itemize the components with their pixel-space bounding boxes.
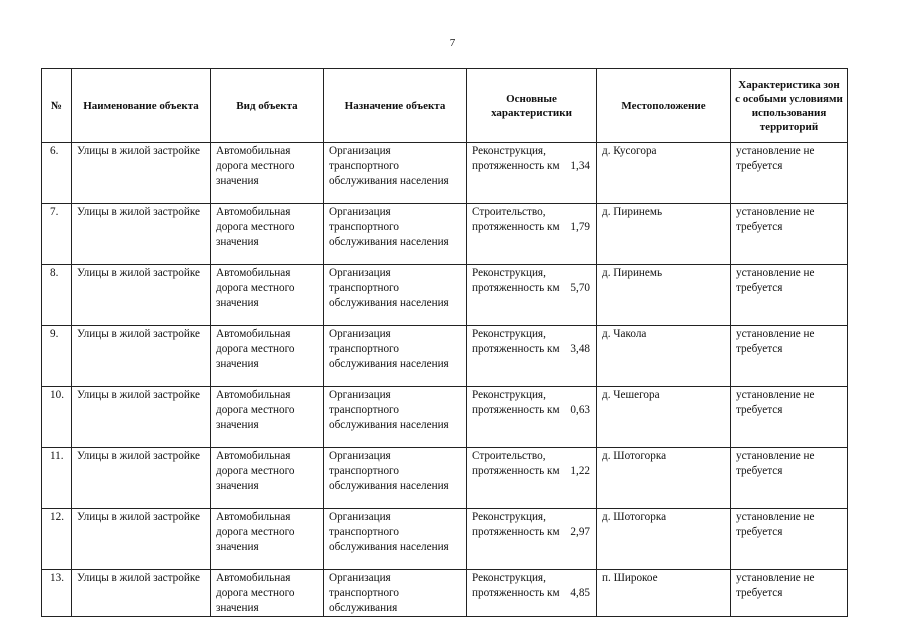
table-row [42, 326, 848, 387]
row-kind [211, 570, 324, 617]
row-name [72, 265, 211, 326]
row-purpose-text: Организация транспортного обслуживания населения [329, 450, 449, 492]
header-name: Наименование объекта [72, 69, 211, 143]
row-number-text: 10. [50, 389, 64, 401]
row-zone-text: установление не требуется [736, 511, 815, 538]
row-location-text: д. Кусогора [602, 145, 657, 157]
row-length-value: 5,70 [570, 282, 590, 294]
row-characteristic-text: Реконструкция, протяженность км [472, 572, 560, 599]
row-length-value: 3,48 [570, 343, 590, 355]
row-characteristic [467, 387, 597, 448]
row-location-text: п. Широкое [602, 572, 658, 584]
row-name-text: Улицы в жилой застройке [77, 145, 200, 157]
row-length-value: 4,85 [570, 587, 590, 599]
row-characteristic [467, 265, 597, 326]
row-name-text: Улицы в жилой застройке [77, 389, 200, 401]
row-number [42, 265, 72, 326]
row-kind-text: Автомобильная дорога местного значения [216, 511, 295, 553]
row-location [597, 387, 731, 448]
row-name [72, 448, 211, 509]
row-number [42, 509, 72, 570]
row-name [72, 387, 211, 448]
row-name [72, 509, 211, 570]
row-number [42, 326, 72, 387]
row-zone-text: установление не требуется [736, 389, 815, 416]
row-characteristic [467, 143, 597, 204]
row-number-text: 9. [50, 328, 59, 340]
row-number [42, 204, 72, 265]
row-purpose-text: Организация транспортного обслуживания населения [329, 511, 449, 553]
row-number [42, 143, 72, 204]
row-zone-text: установление не требуется [736, 328, 815, 355]
row-number [42, 387, 72, 448]
row-name-text: Улицы в жилой застройке [77, 328, 200, 340]
row-kind [211, 265, 324, 326]
row-characteristic-text: Реконструкция, протяженность км [472, 389, 560, 416]
row-kind-text: Автомобильная дорога местного значения [216, 450, 295, 492]
header-characteristics: Основные характеристики [467, 69, 597, 143]
row-kind [211, 326, 324, 387]
row-kind [211, 448, 324, 509]
row-kind-text: Автомобильная дорога местного значения [216, 206, 295, 248]
row-characteristic [467, 326, 597, 387]
table-row [42, 204, 848, 265]
row-location-text: д. Чешегора [602, 389, 660, 401]
header-location: Местоположение [597, 69, 731, 143]
row-name [72, 570, 211, 617]
header-purpose: Назначение объекта [324, 69, 467, 143]
row-location-text: д. Пиринемь [602, 267, 663, 279]
row-location [597, 509, 731, 570]
row-purpose-text: Организация транспортного обслуживания населения [329, 206, 449, 248]
table-row [42, 509, 848, 570]
header-number: № [42, 69, 72, 143]
row-number-text: 13. [50, 572, 64, 584]
row-characteristic [467, 204, 597, 265]
row-number [42, 570, 72, 617]
row-number-text: 6. [50, 145, 59, 157]
row-kind-text: Автомобильная дорога местного значения [216, 328, 295, 370]
row-location-text: д. Шотогорка [602, 450, 667, 462]
row-purpose [324, 509, 467, 570]
row-number [42, 448, 72, 509]
row-name [72, 326, 211, 387]
row-location [597, 448, 731, 509]
row-zone-text: установление не требуется [736, 450, 815, 477]
page-number: 7 [449, 37, 456, 49]
row-zone [731, 204, 848, 265]
row-purpose [324, 204, 467, 265]
row-zone-text: установление не требуется [736, 145, 815, 172]
row-zone-text: установление не требуется [736, 267, 815, 294]
table-row [42, 448, 848, 509]
row-name-text: Улицы в жилой застройке [77, 206, 200, 218]
row-length-value: 0,63 [570, 404, 590, 416]
row-name [72, 143, 211, 204]
row-characteristic-text: Строительство, протяженность км [472, 450, 560, 477]
row-zone-text: установление не требуется [736, 206, 815, 233]
row-purpose [324, 265, 467, 326]
row-name [72, 204, 211, 265]
row-purpose-text: Организация транспортного обслуживания населения [329, 389, 449, 431]
row-number-text: 8. [50, 267, 59, 279]
row-length-value: 1,34 [570, 160, 590, 172]
row-zone [731, 448, 848, 509]
row-number-text: 7. [50, 206, 59, 218]
row-number-text: 12. [50, 511, 64, 523]
row-kind [211, 509, 324, 570]
row-characteristic [467, 570, 597, 617]
row-name-text: Улицы в жилой застройке [77, 572, 200, 584]
row-purpose-text: Организация транспортного обслуживания населения [329, 267, 449, 309]
row-zone-text: установление не требуется [736, 572, 815, 599]
row-number-text: 11. [50, 450, 64, 462]
row-zone [731, 387, 848, 448]
row-purpose-text: Организация транспортного обслуживания населения [329, 328, 449, 370]
table-row [42, 570, 848, 617]
row-purpose [324, 387, 467, 448]
row-kind-text: Автомобильная дорога местного значения [216, 572, 295, 614]
row-name-text: Улицы в жилой застройке [77, 267, 200, 279]
row-kind [211, 387, 324, 448]
table-row [42, 265, 848, 326]
header-zone: Характеристика зон с особыми условиями использования территорий [731, 69, 848, 143]
row-location-text: д. Чакола [602, 328, 647, 340]
table-header-row [42, 69, 848, 143]
row-characteristic [467, 509, 597, 570]
row-characteristic-text: Реконструкция, протяженность км [472, 267, 560, 294]
row-length-value: 1,79 [570, 221, 590, 233]
table-row [42, 387, 848, 448]
row-kind [211, 204, 324, 265]
row-zone [731, 570, 848, 617]
row-location [597, 143, 731, 204]
row-zone [731, 326, 848, 387]
row-characteristic [467, 448, 597, 509]
row-characteristic-text: Реконструкция, протяженность км [472, 328, 560, 355]
row-location [597, 326, 731, 387]
row-kind-text: Автомобильная дорога местного значения [216, 145, 295, 187]
row-purpose [324, 326, 467, 387]
row-zone [731, 509, 848, 570]
row-name-text: Улицы в жилой застройке [77, 450, 200, 462]
row-location [597, 265, 731, 326]
row-kind-text: Автомобильная дорога местного значения [216, 267, 295, 309]
table-row [42, 143, 848, 204]
row-characteristic-text: Реконструкция, протяженность км [472, 511, 560, 538]
row-zone [731, 143, 848, 204]
row-purpose [324, 448, 467, 509]
row-purpose-text: Организация транспортного обслуживания [329, 572, 399, 614]
row-purpose [324, 570, 467, 617]
row-length-value: 1,22 [570, 465, 590, 477]
row-kind-text: Автомобильная дорога местного значения [216, 389, 295, 431]
objects-table [41, 68, 848, 617]
row-purpose [324, 143, 467, 204]
row-location-text: д. Пиринемь [602, 206, 663, 218]
row-zone [731, 265, 848, 326]
row-location [597, 204, 731, 265]
header-kind: Вид объекта [211, 69, 324, 143]
row-characteristic-text: Реконструкция, протяженность км [472, 145, 560, 172]
row-characteristic-text: Строительство, протяженность км [472, 206, 560, 233]
row-purpose-text: Организация транспортного обслуживания населения [329, 145, 449, 187]
row-length-value: 2,97 [570, 526, 590, 538]
row-name-text: Улицы в жилой застройке [77, 511, 200, 523]
row-location [597, 570, 731, 617]
row-kind [211, 143, 324, 204]
row-location-text: д. Шотогорка [602, 511, 667, 523]
